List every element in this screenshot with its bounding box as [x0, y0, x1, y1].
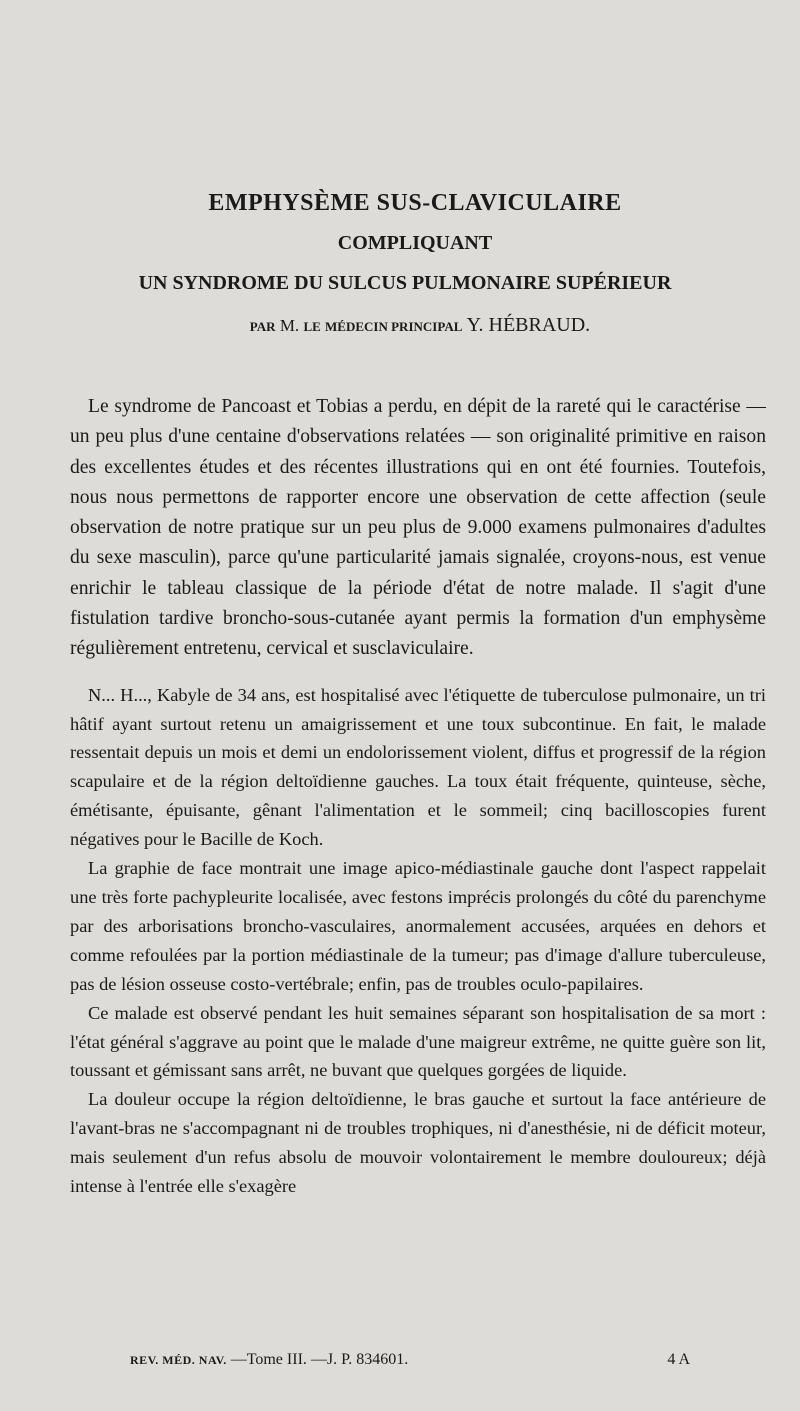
page-footer	[130, 1351, 690, 1369]
author-m: M.	[279, 316, 300, 335]
author-le: LE	[303, 319, 321, 334]
title-line-2: COMPLIQUANT	[337, 232, 493, 254]
author-prefix: PAR	[249, 319, 276, 334]
footer-reference	[130, 1351, 408, 1369]
author-rank: MÉDECIN PRINCIPAL	[325, 319, 463, 334]
author-line	[40, 314, 800, 337]
paragraph-radiography: La graphie de face montrait une image apico-médiastinale gauche dont l'aspect rappelait une très forte pachypleurite localisée, avec festons imprécis prolongés du côté du parenchyme par des arborisations broncho-vasculaires, anormalement accusées, arquées en dehors et comme refoulées par la portion médiastinale de la tumeur; pas d'image d'allure tuberculeuse, pas de lésion osseuse costo-vertébrale; enfin, pas de troubles oculo-papilaires.	[70, 858, 766, 994]
paragraph-course: Ce malade est observé pendant les huit semaines séparant son hospitalisation de sa mort : l'état général s'aggrave au point que le malade d'une maigreur extrême, ne quitte guère son lit, toussant et gémissant sans arrêt, ne buvant que quelques gorgées de liquide.	[70, 1002, 766, 1081]
journal-abbreviation: REV. MÉD. NAV.	[130, 1353, 227, 1367]
signature-mark: 4 A	[667, 1351, 690, 1368]
author-name: Y. HÉBRAUD.	[466, 314, 591, 336]
paragraph-intro: Le syndrome de Pancoast et Tobias a perdu, en dépit de la rareté qui le caractérise — un peu plus d'une centaine d'observations relatées — son originalité primitive en raison des excellentes études et des récentes illustrations qui en ont été fournies. Toutefois, nous nous permettons de rapporter encore une observation de cette affection (seule observation de notre pratique sur un peu plus de 9.000 examens pulmonaires d'adultes du sexe masculin), parce qu'une particularité jamais signalée, croyons-nous, est venue enrichir le tableau classique de la période d'état de notre malade. Il s'agit d'une fistulation tardive broncho-sous-cutanée ayant permis la formation d'un emphysème régulièrement entretenu, cervical et susclaviculaire.	[70, 396, 766, 660]
paragraph-pain: La douleur occupe la région deltoïdienne, le bras gauche et surtout la face antérieure de l'avant-bras ne s'accompagnant ni de troubles trophiques, ni d'anesthésie, ni de déficit moteur, mais seulement d'un refus absolu de mouvoir volontairement le membre douloureux; déjà intense à l'entrée elle s'exagère	[70, 1089, 766, 1197]
paragraph-case: N... H..., Kabyle de 34 ans, est hospitalisé avec l'étiquette de tuberculose pulmonaire, un tri hâtif ayant surtout retenu un amaigrissement et une toux subcontinue. En fait, le malade ressentait depuis un mois et demi un endolorissement violent, diffus et progressif de la région scapulaire et de la région deltoïdienne gauches. La toux était fréquente, quinteuse, sèche, émétisante, épuisante, gênant l'alimentation et le sommeil; cinq bacilloscopies furent négatives pour le Bacille de Koch.	[70, 684, 766, 850]
volume-reference: —Tome III. —J. P. 834601.	[230, 1351, 409, 1368]
title-line-3: UN SYNDROME DU SULCUS PULMONAIRE SUPÉRIEUR	[138, 272, 672, 294]
article-body	[70, 392, 766, 1201]
title-line-1: EMPHYSÈME SUS-CLAVICULAIRE	[208, 190, 622, 216]
article-header	[0, 188, 800, 337]
